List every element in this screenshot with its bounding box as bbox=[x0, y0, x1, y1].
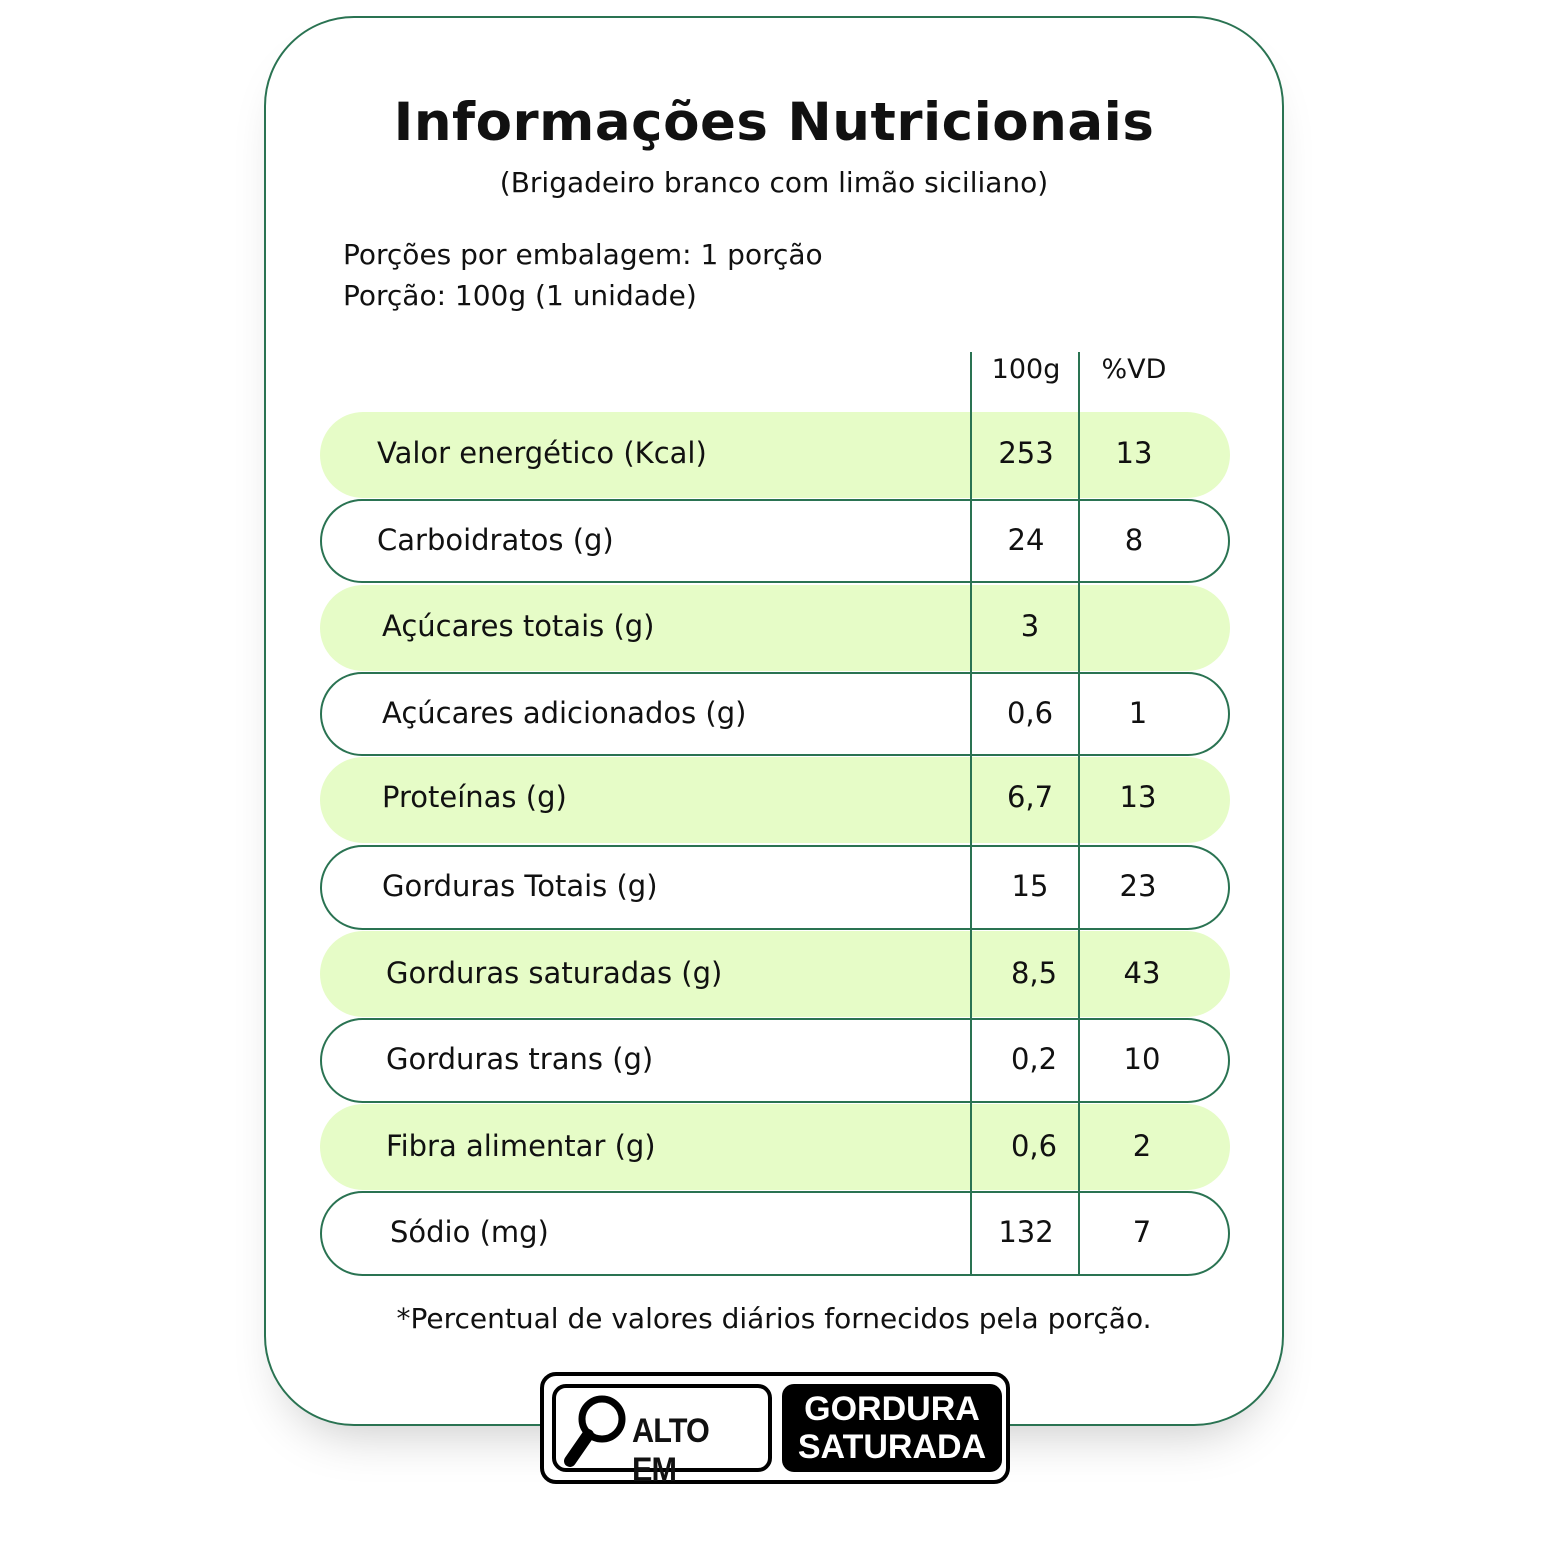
nutrient-dv: 2 bbox=[1132, 1129, 1152, 1163]
nutrient-dv: 1 bbox=[1128, 696, 1148, 730]
page-title: Informações Nutricionais bbox=[393, 92, 1155, 153]
column-header-dv: %VD bbox=[1101, 354, 1167, 385]
nutrient-label: Gorduras saturadas (g) bbox=[386, 956, 723, 990]
nutrient-amount: 0,2 bbox=[1010, 1042, 1058, 1076]
nutrient-label: Proteínas (g) bbox=[382, 780, 567, 814]
column-divider bbox=[970, 352, 972, 1276]
nutrient-label: Carboidratos (g) bbox=[377, 523, 614, 557]
badge-left-panel bbox=[552, 1384, 772, 1489]
nutrient-dv: 23 bbox=[1119, 869, 1157, 903]
nutrient-amount: 8,5 bbox=[1010, 956, 1058, 990]
badge-saturada-text: SATURADA bbox=[797, 1428, 987, 1466]
badge-gordura-text: GORDURA bbox=[804, 1390, 980, 1428]
nutrient-dv: 8 bbox=[1124, 523, 1144, 557]
nutrient-amount: 24 bbox=[1007, 523, 1045, 557]
nutrient-amount: 253 bbox=[998, 436, 1054, 470]
badge-alto-em-text: ALTO EM bbox=[632, 1412, 709, 1489]
nutrient-label: Fibra alimentar (g) bbox=[386, 1129, 656, 1163]
nutrient-dv: 10 bbox=[1123, 1042, 1161, 1076]
footnote: *Percentual de valores diários fornecidos pela porção. bbox=[396, 1302, 1152, 1335]
column-header-amount: 100g bbox=[991, 354, 1061, 385]
nutrient-amount: 15 bbox=[1011, 869, 1049, 903]
nutrient-amount: 6,7 bbox=[1006, 780, 1054, 814]
nutrient-dv: 13 bbox=[1115, 436, 1153, 470]
nutrient-label: Açúcares adicionados (g) bbox=[382, 696, 747, 730]
nutrient-label: Açúcares totais (g) bbox=[382, 609, 655, 643]
nutrient-amount: 132 bbox=[998, 1215, 1054, 1249]
high-saturated-fat-warning-badge bbox=[540, 1372, 1010, 1489]
nutrient-dv: 7 bbox=[1132, 1215, 1152, 1249]
magnifier-icon bbox=[564, 1391, 628, 1471]
nutrient-label: Sódio (mg) bbox=[390, 1215, 549, 1249]
nutrient-amount: 0,6 bbox=[1006, 696, 1054, 730]
nutrient-label: Gorduras Totais (g) bbox=[382, 869, 658, 903]
servings-per-package: Porções por embalagem: 1 porção bbox=[343, 238, 823, 271]
nutrient-dv: 43 bbox=[1123, 956, 1161, 990]
nutrient-amount: 0,6 bbox=[1010, 1129, 1058, 1163]
badge-right-panel bbox=[782, 1384, 1002, 1472]
serving-size: Porção: 100g (1 unidade) bbox=[343, 279, 697, 312]
nutrient-label: Gorduras trans (g) bbox=[386, 1042, 654, 1076]
nutrient-dv: 13 bbox=[1119, 780, 1157, 814]
nutrient-amount: 3 bbox=[1020, 609, 1040, 643]
product-subtitle: (Brigadeiro branco com limão siciliano) bbox=[499, 166, 1049, 199]
nutrient-label: Valor energético (Kcal) bbox=[377, 436, 707, 470]
